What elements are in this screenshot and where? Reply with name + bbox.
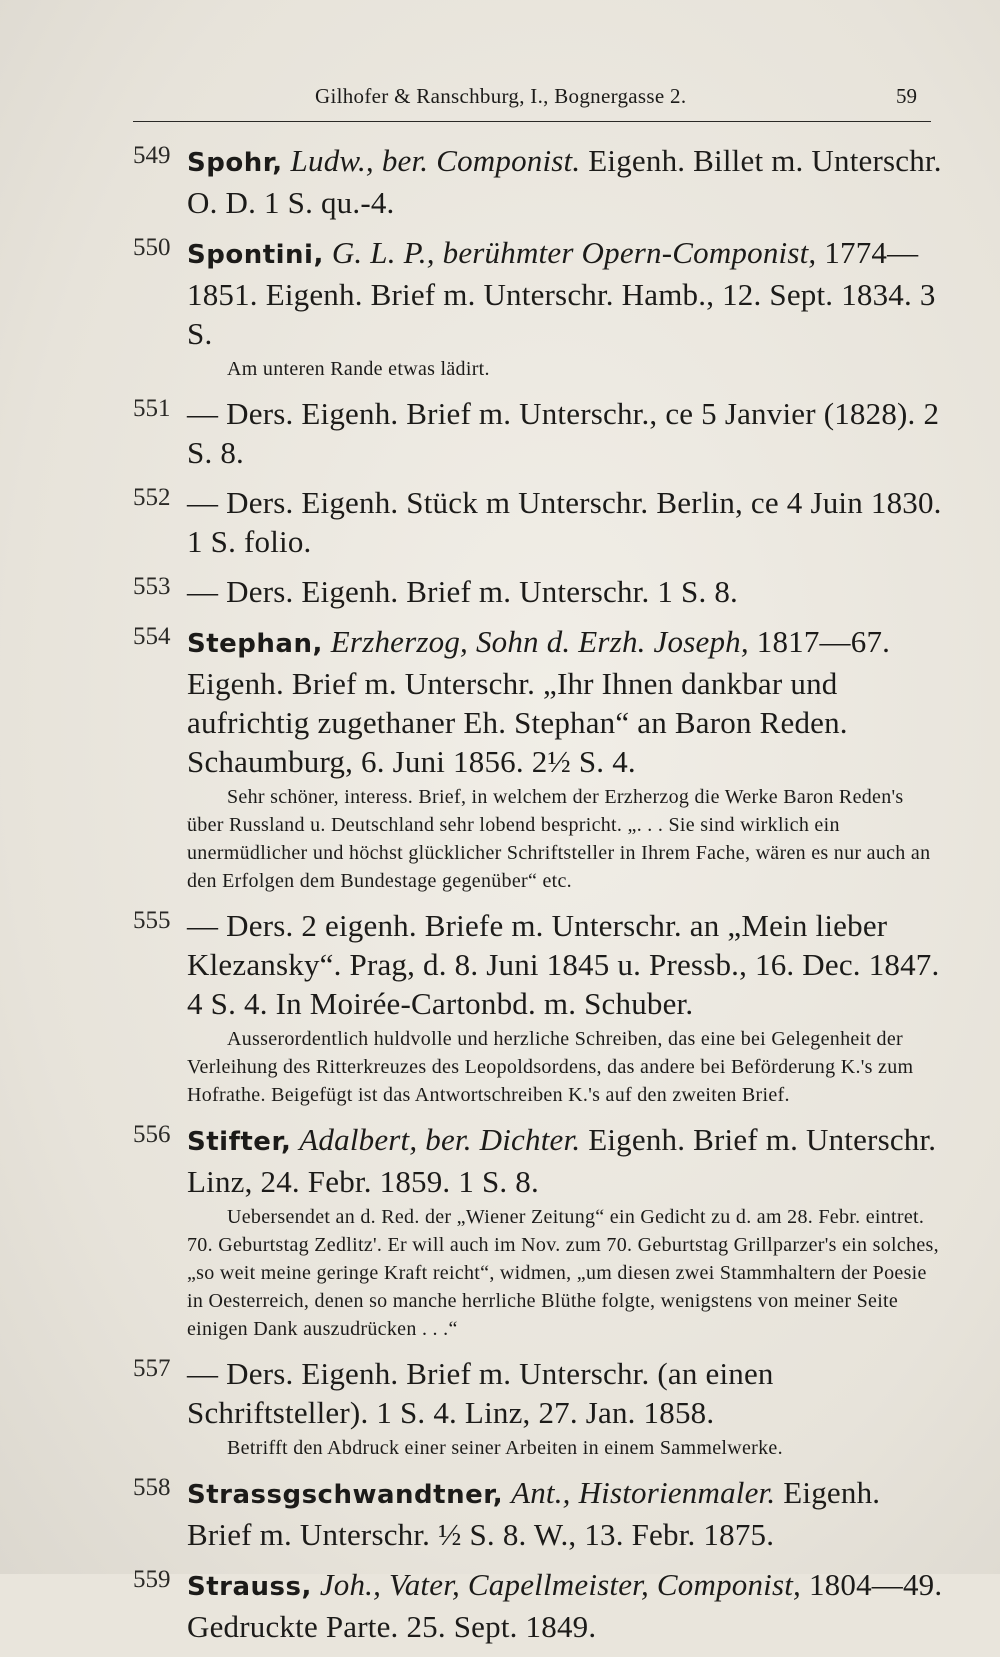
entry-name: Strassgschwandtner, (187, 1480, 504, 1510)
entry-details: Eigenh. Brief m. Unterschr. Linz, 24. Febr. 1859. 1 S. 8. (187, 1122, 937, 1199)
entry-note: Ausserordentlich huldvolle und herzliche Schreiben, das eine bei Gelegenheit der Verleihung des Ritterkreuzes des Leopoldsordens, das andere bei Beförderung K.'s zum Hofrathe. Beigefügt ist das Antwortschreiben K.'s auf den zweiten Brief. (187, 1028, 914, 1106)
entry-number: 557 (133, 1355, 171, 1382)
entry-details: Eigenh. Brief m. Unterschr. ½ S. 8. W., 13. Febr. 1875. (187, 1475, 881, 1552)
entry-name: Spohr, (187, 148, 283, 178)
header-rule (133, 121, 931, 122)
entry-name: Spontini, (187, 240, 324, 270)
entry-number: 554 (133, 623, 171, 650)
entry-number: 559 (133, 1566, 171, 1593)
entry-text (187, 1565, 943, 1646)
entry-text (187, 906, 943, 1023)
entry-number: 549 (133, 142, 171, 169)
catalogue-entry (133, 1120, 943, 1343)
entry-note: Sehr schöner, interess. Brief, in welchem der Erzherzog die Werke Baron Reden's über Russland u. Deutschland sehr lobend bespricht. „. . . Sie sind wirklich ein unermüdlicher und höchst glücklicher Schriftsteller in Ihrem Fache, wären es nur auch an den Erfolgen dem Bundestage gegenüber“ etc. (187, 786, 931, 892)
entry-number: 555 (133, 907, 171, 934)
entry-description: G. L. P., berühmter Opern-Componist, (331, 235, 817, 270)
entry-name: Stephan, (187, 629, 323, 659)
entry-description: Ludw., ber. Componist. (290, 143, 581, 178)
page-number: 59 (896, 84, 917, 108)
entry-description: Joh., Vater, Capellmeister, Componist, (319, 1567, 802, 1602)
entry-note: Uebersendet an d. Red. der „Wiener Zeitung“ ein Gedicht zu d. am 28. Febr. eintret. 70. Geburtstag Zedlitz'. Er will auch im Nov. zum 70. Geburtstag Grillparzer's ein solches, „so weit meine geringe Kraft reicht“, widmen, „um diesen zwei Stammhaltern der Poesie in Oesterreich, denen so manche herrliche Blüthe folgte, wenigstens von meiner Seite einigen Dank auszudrücken . . .“ (187, 1206, 939, 1340)
entry-text (187, 1354, 943, 1432)
entry-details: 1774—1851. Eigenh. Brief m. Unterschr. Hamb., 12. Sept. 1834. 3 S. (187, 235, 936, 351)
page-header (135, 84, 935, 114)
entry-name: Stifter, (187, 1127, 292, 1157)
entry-text (187, 394, 943, 472)
entry-text (187, 483, 943, 561)
entry-description: Ant., Historienmaler. (511, 1475, 776, 1510)
entry-note: Betrifft den Abdruck einer seiner Arbeiten in einem Sammelwerke. (227, 1437, 783, 1459)
entry-details: — Ders. Eigenh. Brief m. Unterschr., ce 5 Janvier (1828). 2 S. 8. (187, 396, 940, 470)
catalogue-entry (133, 906, 943, 1109)
catalogue-entry (133, 233, 943, 383)
entry-text (187, 622, 943, 781)
entry-description: Adalbert, ber. Dichter. (299, 1122, 581, 1157)
entry-name: Strauss, (187, 1572, 312, 1602)
entry-details: — Ders. Eigenh. Brief m. Unterschr. 1 S. 8. (187, 574, 739, 609)
entry-details: — Ders. Eigenh. Brief m. Unterschr. (an einen Schriftsteller). 1 S. 4. Linz, 27. Jan. 1858. (187, 1356, 774, 1430)
catalogue-entry (133, 141, 943, 222)
entry-number: 552 (133, 484, 171, 511)
entry-details: — Ders. Eigenh. Stück m Unterschr. Berlin, ce 4 Juin 1830. 1 S. folio. (187, 485, 942, 559)
catalogue-entry (133, 1354, 943, 1462)
entry-details: — Ders. 2 eigenh. Briefe m. Unterschr. an „Mein lieber Klezansky“. Prag, d. 8. Juni 1845 u. Pressb., 16. Dec. 1847. 4 S. 4. In Moirée-Cartonbd. m. Schuber. (187, 908, 940, 1021)
entry-text (187, 233, 943, 353)
entry-description: Erzherzog, Sohn d. Erzh. Joseph, (330, 624, 749, 659)
running-title: Gilhofer & Ranschburg, I., Bognergasse 2. (315, 84, 687, 108)
catalogue-entry (133, 1565, 943, 1646)
entry-number: 551 (133, 395, 171, 422)
catalogue-entry (133, 483, 943, 561)
entry-details: 1817—67. Eigenh. Brief m. Unterschr. „Ihr Ihnen dankbar und aufrichtig zugethaner Eh. Stephan“ an Baron Reden. Schaumburg, 6. Juni 1856. 2½ S. 4. (187, 624, 891, 779)
catalogue-entry (133, 622, 943, 895)
catalogue-entry (133, 572, 943, 611)
entry-text (187, 141, 943, 222)
entry-number: 558 (133, 1474, 171, 1501)
entry-note: Am unteren Rande etwas lädirt. (227, 358, 490, 380)
catalogue-entry (133, 394, 943, 472)
entry-text (187, 1120, 943, 1201)
entry-details: Eigenh. Billet m. Unterschr. O. D. 1 S. qu.-4. (187, 143, 942, 220)
entry-text (187, 1473, 943, 1554)
entry-details: 1804—49. Gedruckte Parte. 25. Sept. 1849. (187, 1567, 943, 1644)
catalogue-entry (133, 1473, 943, 1554)
entry-text (187, 572, 943, 611)
entry-number: 550 (133, 234, 171, 261)
entry-number: 556 (133, 1121, 171, 1148)
entry-number: 553 (133, 573, 171, 600)
entry-list (133, 141, 943, 1657)
